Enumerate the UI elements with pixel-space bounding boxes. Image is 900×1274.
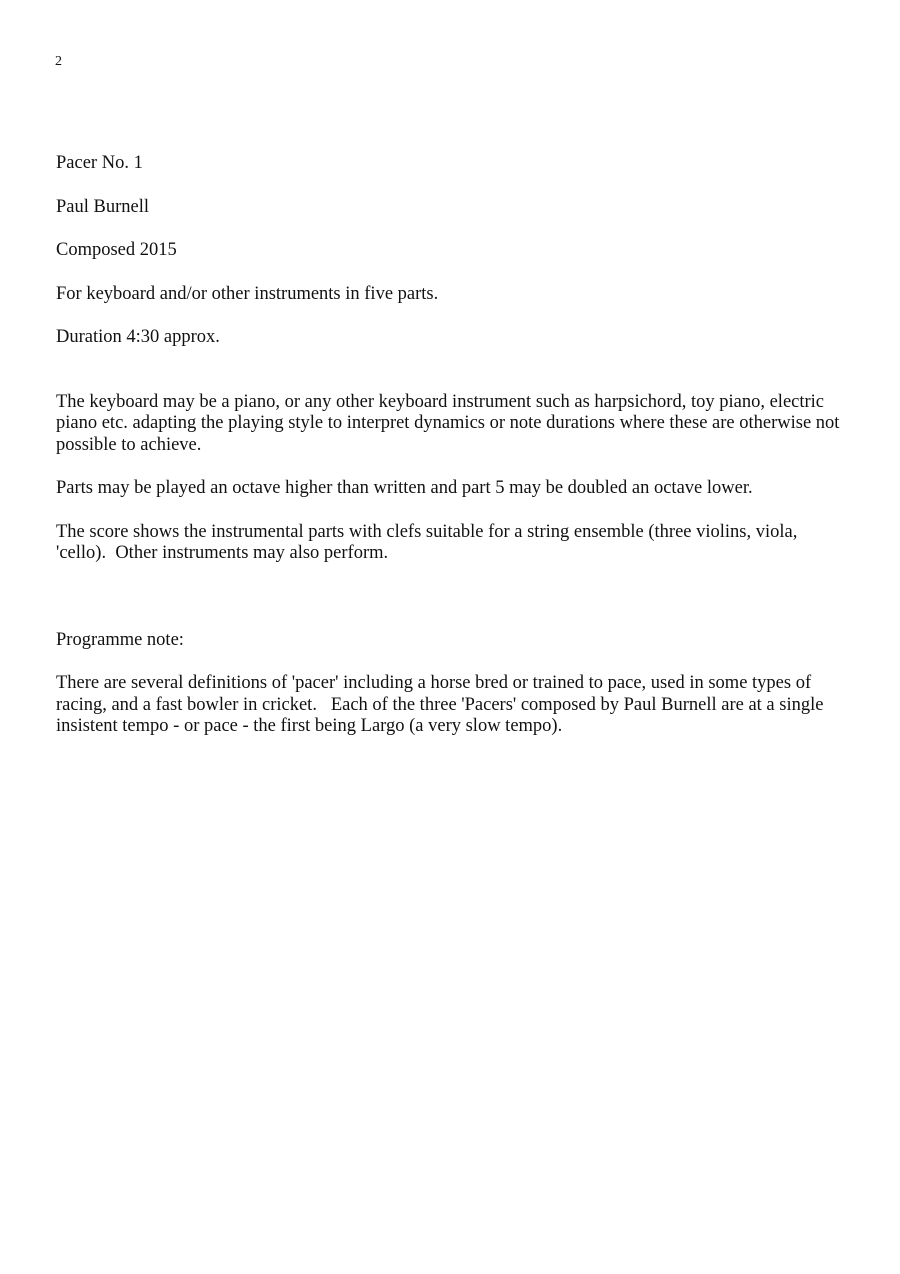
keyboard-note-paragraph: The keyboard may be a piano, or any other keyboard instrument such as harpsichord, toy piano, electric piano etc. adapting the playing style to interpret dynamics or note durations where these are otherwise not possible to achieve.	[56, 391, 845, 455]
score-note-paragraph: The score shows the instrumental parts with clefs suitable for a string ensemble (three violins, viola, 'cello). Other instruments may also perform.	[56, 521, 802, 563]
piece-title: Pacer No. 1	[56, 153, 143, 173]
programme-note-heading: Programme note:	[56, 629, 184, 650]
document-body	[56, 153, 846, 738]
page-number: 2	[55, 54, 62, 69]
composition-year: Composed 2015	[56, 240, 177, 260]
composer-name: Paul Burnell	[56, 196, 150, 217]
duration-line: Duration 4:30 approx.	[56, 327, 220, 347]
octave-note-paragraph: Parts may be played an octave higher than written and part 5 may be doubled an octave lower.	[56, 478, 753, 498]
programme-note-paragraph: There are several definitions of 'pacer' including a horse bred or trained to pace, used in some types of racing, and a fast bowler in cricket. Each of the three 'Pacers' composed by Paul Burnell are at a single insistent tempo - or pace - the first being Largo (a very slow tempo).	[56, 673, 829, 736]
instrumentation-line: For keyboard and/or other instruments in five parts.	[56, 283, 439, 304]
